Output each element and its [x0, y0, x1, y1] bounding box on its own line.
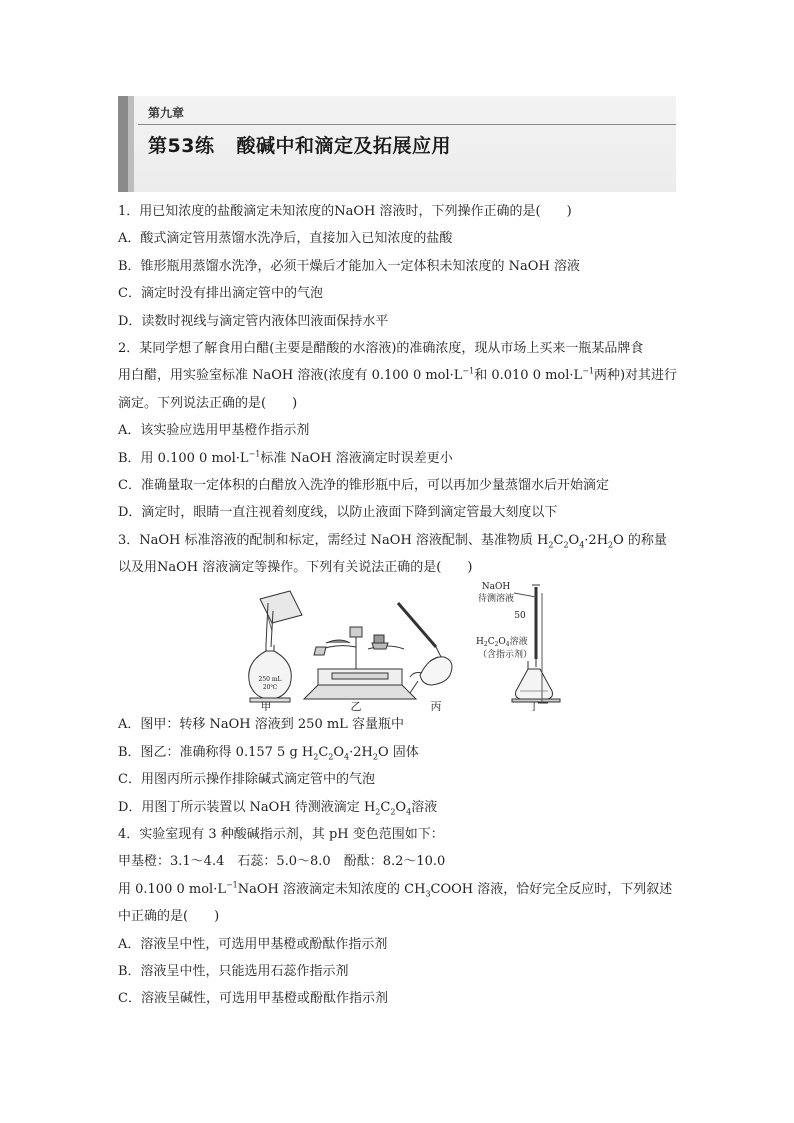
header-divider [138, 124, 676, 125]
q4-option-b: B．溶液呈中性，只能选用石蕊作指示剂 [118, 963, 349, 979]
chapter-label: 第九章 [148, 106, 185, 120]
figure-label-jia: 甲 [260, 700, 272, 712]
subscript: 2 [313, 752, 319, 762]
subscript: 4 [579, 540, 585, 550]
figure-label-yi: 乙 [350, 700, 362, 712]
oxalic-text: O [498, 637, 506, 648]
subscript: 2 [563, 540, 569, 550]
q3-option-b [118, 739, 678, 766]
subscript: 2 [494, 641, 499, 649]
q1-stem: 1．用已知浓度的盐酸滴定未知浓度的NaOH 溶液时，下列操作正确的是( ) [118, 204, 572, 219]
q1-option-b: B．锥形瓶用蒸馏水洗净，必须干燥后才能加入一定体积未知浓度的 NaOH 溶液 [118, 258, 580, 274]
tray-balance [304, 627, 416, 699]
page-title [148, 131, 451, 158]
q2-text: 和 0.010 0 mol·L [474, 368, 583, 384]
subscript: 4 [344, 752, 350, 762]
subscript: 3 [425, 889, 431, 899]
q2-text: 两种)对其进行 [593, 368, 678, 384]
oxalic-text: C [487, 637, 495, 648]
q4-option-c: C．溶液呈碱性，可选用甲基橙或酚酞作指示剂 [118, 991, 388, 1007]
oxalic-text: H [476, 637, 484, 648]
superscript: −1 [225, 880, 238, 890]
q4-stem-line4: 中正确的是( ) [118, 909, 220, 925]
superscript: −1 [582, 367, 594, 377]
figure-label-bing: 丙 [430, 700, 442, 712]
q3-text: C [318, 744, 329, 760]
indicator-label: （含指示剂） [478, 650, 533, 661]
exercise-number: 第53练 [148, 135, 215, 157]
q4-indicator-ranges: 甲基橙：3.1～4.4 石蕊：5.0～8.0 酚酞：8.2～10.0 [118, 854, 446, 870]
q1-option-a: A．酸式滴定管用蒸馏水洗净后，直接加入已知浓度的盐酸 [118, 231, 453, 247]
oxalic-text: 溶液 [509, 637, 528, 648]
naoh-label: NaOH [481, 582, 511, 593]
tested-solution-label: 待测溶液 [477, 594, 515, 605]
subscript: 2 [390, 807, 396, 817]
superscript: −1 [248, 449, 261, 459]
q2-stem-line2 [118, 362, 678, 389]
oxalic-acid-label [476, 635, 528, 648]
subscript: 2 [608, 540, 614, 550]
q4-text: NaOH 溶液滴定未知浓度的 CH [237, 881, 426, 897]
q3-text: C [380, 799, 391, 815]
q2-text: 标准 NaOH 溶液滴定时误差更小 [260, 450, 453, 466]
question-body [118, 198, 678, 1013]
q2-text: B．用 0.100 0 mol·L [118, 450, 249, 466]
q3-text: 溶液 [411, 799, 438, 815]
q4-option-a: A．溶液呈中性，可选用甲基橙或酚酞作指示剂 [118, 936, 388, 952]
q4-stem: 4．实验室现有 3 种酸碱指示剂，其 pH 变色范围如下： [118, 827, 444, 843]
flask-volume-label: 250 mL [258, 676, 282, 684]
q3-text: C [553, 532, 564, 548]
q3-option-d [118, 794, 678, 821]
burette-bubble-removal [398, 603, 452, 693]
subscript: 2 [548, 540, 554, 550]
q2-stem-line3: 滴定。下列说法正确的是( ) [118, 395, 298, 411]
figure-label-ding: 丁 [528, 700, 540, 712]
flask-temp-label: 20℃ [262, 684, 278, 692]
q1-option-d: D．读数时视线与滴定管内液体凹液面保持水平 [118, 313, 389, 329]
q1-option-c: C．滴定时没有排出滴定管中的气泡 [118, 286, 323, 302]
q2-stem-line1: 2．某同学想了解食用白醋(主要是醋酸的水溶液)的准确浓度，现从市场上买来一瓶某品牌食 [118, 340, 644, 356]
q4-text: COOH 溶液，恰好完全反应时，下列叙述 [430, 881, 673, 897]
q2-option-c: C．准确量取一定体积的白醋放入洗净的锥形瓶中后，可以再加少量蒸馏水后开始滴定 [118, 477, 609, 493]
superscript: −1 [462, 367, 475, 377]
exercise-title: 酸碱中和滴定及拓展应用 [236, 135, 451, 157]
q3-text: O 的称量 [613, 532, 667, 548]
q4-text: 用 0.100 0 mol·L [118, 881, 226, 897]
subscript: 2 [372, 752, 378, 762]
apparatus-figure [118, 581, 678, 711]
q3-option-c: C．用图丙所示操作排除碱式滴定管中的气泡 [118, 772, 375, 788]
q4-stem-line3 [118, 876, 678, 903]
scale-mark-50: 50 [514, 611, 526, 622]
header-accent-bar-light [128, 96, 134, 192]
q2-option-b [118, 445, 678, 472]
header-accent-bar [118, 96, 128, 192]
q3-text: 3．NaOH 标准溶液的配制和标定，需经过 NaOH 溶液配制、基准物质 H [118, 532, 549, 548]
subscript: 4 [406, 807, 412, 817]
subscript: 2 [375, 807, 381, 817]
q3-text: B．图乙：准确称得 0.157 5 g H [118, 744, 314, 760]
q3-option-a: A．图甲：转移 NaOH 溶液到 250 mL 容量瓶中 [118, 717, 404, 733]
q2-text: 用白醋，用实验室标准 NaOH 溶液(浓度有 0.100 0 mol·L [118, 368, 463, 384]
q3-stem-line2: 以及用NaOH 溶液滴定等操作。下列有关说法正确的是( ) [118, 560, 473, 576]
subscript: 2 [483, 641, 488, 649]
q3-text: D．用图丁所示装置以 NaOH 待测液滴定 H [118, 799, 376, 815]
apparatus-illustration [118, 581, 678, 711]
subscript: 4 [505, 641, 510, 649]
q3-stem-line1 [118, 527, 678, 554]
subscript: 2 [328, 752, 334, 762]
q3-text: O [395, 799, 407, 815]
q3-text: O [333, 744, 345, 760]
q3-text: O [568, 532, 580, 548]
q2-option-a: A．该实验应选用甲基橙作指示剂 [118, 423, 310, 439]
q3-text: ·2H [349, 744, 373, 760]
q3-text: ·2H [584, 532, 609, 548]
q3-text: O 固体 [377, 744, 419, 760]
q2-option-d: D．滴定时，眼睛一直注视着刻度线，以防止液面下降到滴定管最大刻度以下 [118, 505, 558, 521]
